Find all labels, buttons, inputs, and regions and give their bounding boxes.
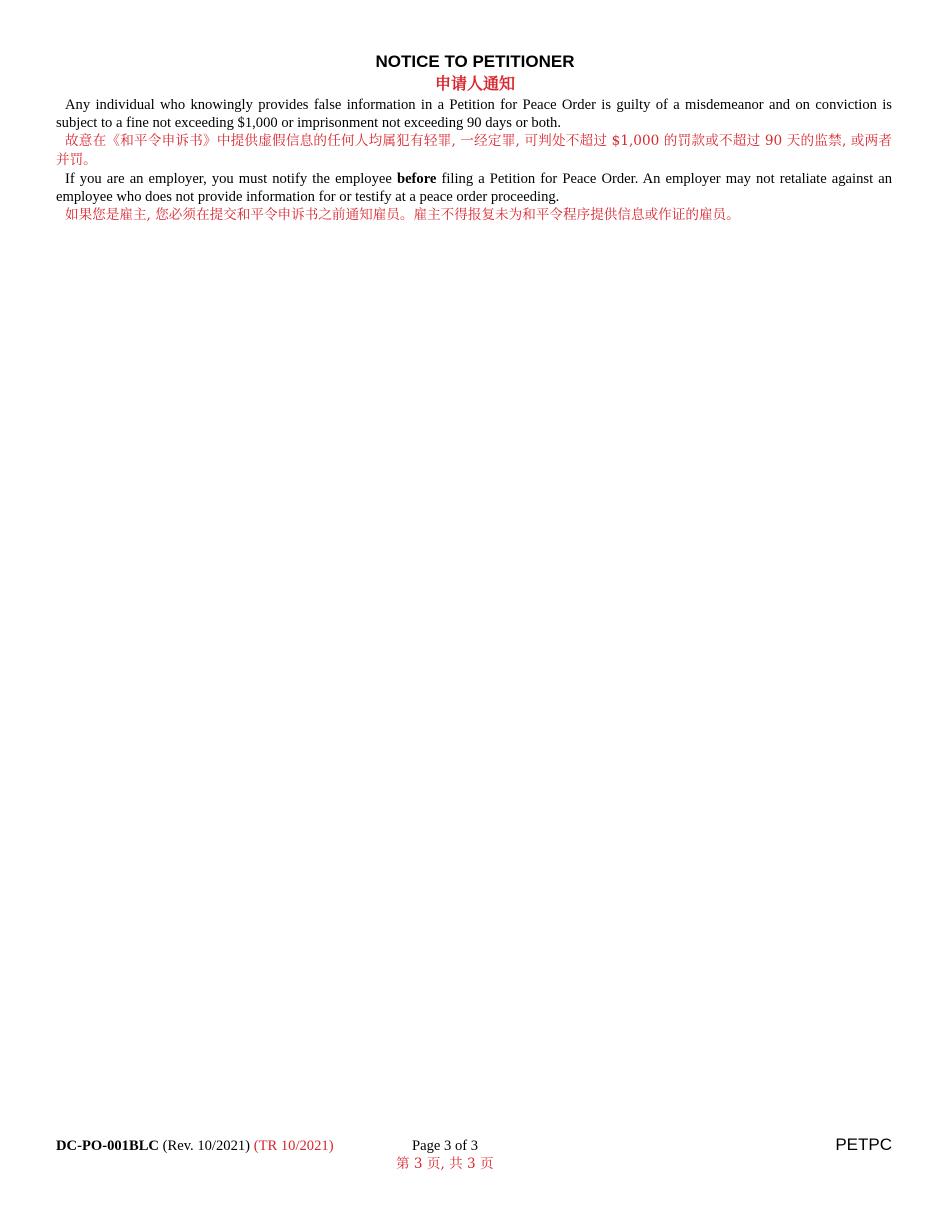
translation-revision: (TR 10/2021): [253, 1138, 334, 1154]
notice-body: [56, 96, 892, 225]
form-revision: (Rev. 10/2021): [162, 1138, 251, 1154]
form-revision-footer: [56, 1137, 334, 1155]
employer-notice-text-end: filing a Petition for Peace Order. An employer may not retaliate against an employee who does not provide information for or testify at a peace order proceeding.: [56, 171, 892, 205]
employer-notice-paragraph-chinese: 如果您是雇主, 您必须在提交和平令申诉书之前通知雇员。雇主不得报复未为和平令程序提供信息或作证的雇员。: [65, 207, 740, 223]
page-number-chinese: 第 3 页, 共 3 页: [396, 1156, 494, 1172]
employer-notice-text-start: If you are an employer, you must notify the employee: [65, 171, 397, 187]
page-number: Page 3 of 3: [412, 1138, 479, 1154]
false-information-paragraph-chinese: 故意在《和平令申诉书》中提供虚假信息的任何人均属犯有轻罪, 一经定罪, 可判处不超过 $1,000 的罚款或不超过 90 天的监禁, 或两者并罚。: [56, 133, 892, 168]
false-information-paragraph: Any individual who knowingly provides false information in a Petition for Peace Order is guilty of a misdemeanor and on conviction is subject to a fine not exceeding $1,000 or imprisonment not exceeding 90 days or both.: [56, 97, 892, 131]
form-code: DC-PO-001BLC: [56, 1138, 159, 1154]
page-title-chinese: 申请人通知: [434, 74, 515, 93]
employer-notice-emphasis: before: [396, 171, 437, 187]
form-id: PETPC: [835, 1135, 892, 1154]
page-title: NOTICE TO PETITIONER: [375, 52, 575, 71]
employer-notice-paragraph: [56, 170, 892, 206]
